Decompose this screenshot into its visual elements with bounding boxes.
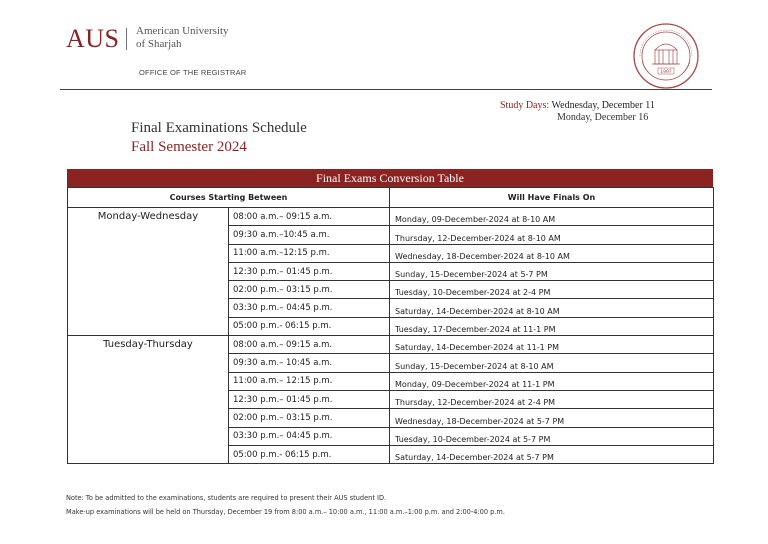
col-header-courses: Courses Starting Between [68,188,390,208]
final-exam-cell: Wednesday, 18-December-2024 at 5-7 PM [390,409,714,427]
logo-text: AUS [66,24,120,53]
final-exam-cell: Wednesday, 18-December-2024 at 8-10 AM [390,244,714,262]
university-name-line1: American University [136,25,229,37]
seal-year: 1997 [660,70,672,75]
time-slot-cell: 09:30 a.m.–10:45 a.m. [229,226,390,244]
final-exam-cell: Sunday, 15-December-2024 at 5-7 PM [390,262,714,280]
time-slot-cell: 11:00 a.m.–12:15 p.m. [229,244,390,262]
time-slot-cell: 12:30 p.m.– 01:45 p.m. [229,262,390,280]
time-slot-cell: 02:00 p.m.– 03:15 p.m. [229,281,390,299]
study-day-1: Wednesday, December 11 [551,100,655,111]
time-slot-cell: 02:00 p.m.– 03:15 p.m. [229,409,390,427]
university-seal-icon [632,22,700,90]
final-exam-cell: Saturday, 14-December-2024 at 5-7 PM [390,445,714,463]
final-exam-cell: Saturday, 14-December-2024 at 11-1 PM [390,336,714,354]
final-exam-cell: Tuesday, 17-December-2024 at 11-1 PM [390,317,714,335]
time-slot-cell: 11:00 a.m.– 12:15 p.m. [229,372,390,390]
study-days-label: Study Days: [500,100,550,111]
table-row [68,336,714,354]
header-divider [60,89,712,90]
university-name [136,25,276,51]
time-slot-cell: 03:30 p.m.– 04:45 p.m. [229,299,390,317]
final-exam-cell: Saturday, 14-December-2024 at 8-10 AM [390,299,714,317]
final-exam-cell: Tuesday, 10-December-2024 at 2-4 PM [390,281,714,299]
page-subtitle: Fall Semester 2024 [131,139,247,155]
time-slot-cell: 08:00 a.m.– 09:15 a.m. [229,336,390,354]
page-title: Final Examinations Schedule [131,120,307,136]
final-exam-cell: Tuesday, 10-December-2024 at 5-7 PM [390,427,714,445]
table-row [68,208,714,226]
col-header-finals: Will Have Finals On [390,188,714,208]
day-group-label: Monday-Wednesday [68,208,229,336]
study-day-2: Monday, December 16 [557,112,649,123]
university-name-line2: of Sharjah [136,38,182,50]
note-id: Note: To be admitted to the examinations, students are required to present their AUS student ID. [66,494,387,502]
note-makeup: Make-up examinations will be held on Thursday, December 19 from 8:00 a.m.– 10:00 a.m., 11:00 a.m.–1:00 p.m. and 2:00-4:00 p.m. [66,508,505,516]
day-group-label: Tuesday-Thursday [68,336,229,464]
study-days [500,100,655,111]
conversion-table [67,169,713,464]
time-slot-cell: 08:00 a.m.– 09:15 a.m. [229,208,390,226]
table-caption: Final Exams Conversion Table [67,169,713,187]
time-slot-cell: 05:00 p.m.- 06:15 p.m. [229,445,390,463]
logo-divider [126,28,127,50]
final-exam-cell: Sunday, 15-December-2024 at 8-10 AM [390,354,714,372]
time-slot-cell: 05:00 p.m.- 06:15 p.m. [229,317,390,335]
time-slot-cell: 03:30 p.m.– 04:45 p.m. [229,427,390,445]
time-slot-cell: 09:30 a.m.– 10:45 a.m. [229,354,390,372]
office-label: OFFICE OF THE REGISTRAR [139,68,247,77]
table-header-row [68,188,714,208]
time-slot-cell: 12:30 p.m.– 01:45 p.m. [229,390,390,408]
final-exam-cell: Thursday, 12-December-2024 at 2-4 PM [390,390,714,408]
final-exam-cell: Monday, 09-December-2024 at 11-1 PM [390,372,714,390]
final-exam-cell: Monday, 09-December-2024 at 8-10 AM [390,208,714,226]
final-exam-cell: Thursday, 12-December-2024 at 8-10 AM [390,226,714,244]
